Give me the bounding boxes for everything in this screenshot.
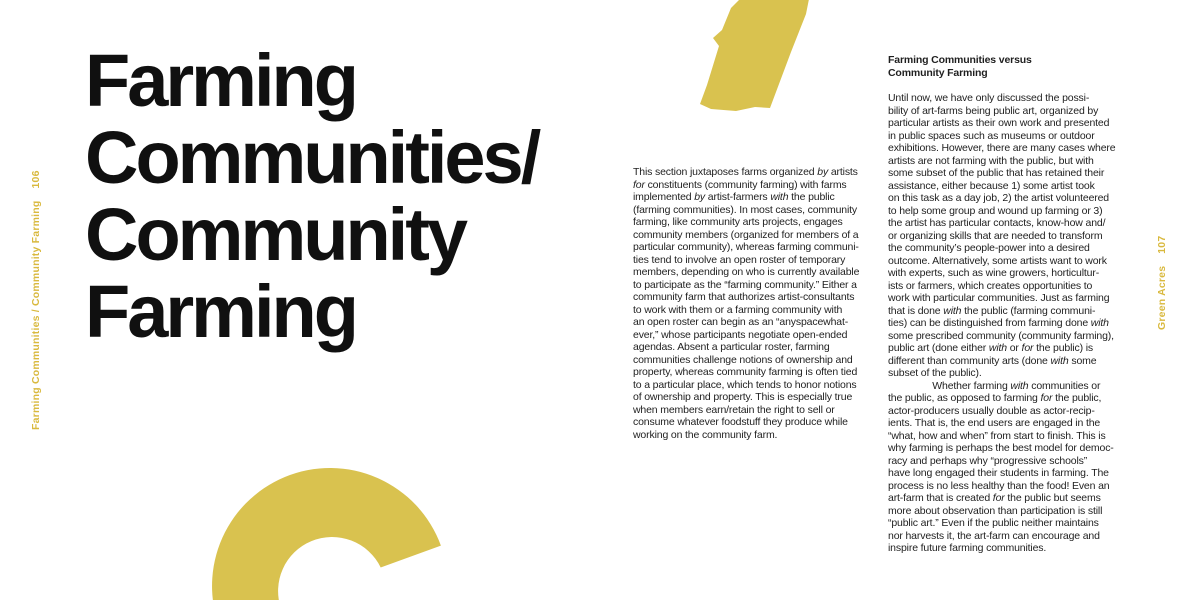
right-page-number: 107 [1156,235,1168,254]
main-text-column: Until now, we have only discussed the possi- bility of art-farms being public art, organized by particular artists as their own work and presented in public spaces such as museums or outdoor exhibitions. However, there are many cases where artists are not farming with the public, but with some subset of the public that has retained their assistance, either because 1) some artist took on this task as a day job, 2) the artist volunteered to help some group and wound up farming or 3) the artist has particular contacts, know-how and/ or organizing skills that are needed to transform the community’s people-power into a desired outcome. Alternatively, some artists want to work with experts, such as wine growers, horticultur- ists or farmers, which creates opportunities to work with particular communities. Just as farming that is done with the public (farming communi- ties) can be distinguished from farming done with some prescribed community (community farming), public art (done either with or for the public) is different than community arts (done with some subset of the public). Whether farming with communities or the public, as opposed to farming for the public, actor-producers usually double as actor-recip- ients. That is, the end users are engaged in the “what, how and when” from start to finish. This is why farming is perhaps the best model for democ- racy and perhaps why “progressive schools” have long engaged their students in farming. The process is no less healthy than the food! Even an art-farm that is created for the public but seems more about observation than participation is still “public art.” Even if the public neither maintains nor harvests it, the art-farm can encourage and inspire future farming communities. [888,92,1116,554]
right-running-head-label: Green Acres [1156,265,1168,330]
brush-stroke-shape [700,0,810,111]
left-running-head [30,170,42,430]
left-page-number: 106 [30,170,42,189]
section-heading: Farming Communities versus Community Farming [888,54,1032,79]
partial-ring-shape [212,468,441,600]
intro-text-column: This section juxtaposes farms organized by artists for constituents (community farming) with farms implemented by artist-farmers with the public (farming communities). In most cases, community farming, like community arts projects, engages community members (organized for members of a particular community), whereas farming communi- ties tend to involve an open roster of temporary members, depending on who is currently available to participate as the “farming community.” Either a community farm that authorizes artist-consultants to work with them or a farming community with an open roster can begin as an “anyspacewhat- ever,” whose participants negotiate open-ended agendas. Absent a particular roster, farming communities challenge notions of ownership and property, whereas community farming is often tied to a particular place, which tends to honor notions of ownership and property. This is especially true when members earn/retain the right to sell or consume whatever foodstuff they produce while working on the community farm. [633,166,860,441]
chapter-title: Farming Communities/ Community Farming [85,39,539,353]
left-running-head-label: Farming Communities / Community Farming [30,200,42,430]
right-running-head [1156,236,1168,330]
